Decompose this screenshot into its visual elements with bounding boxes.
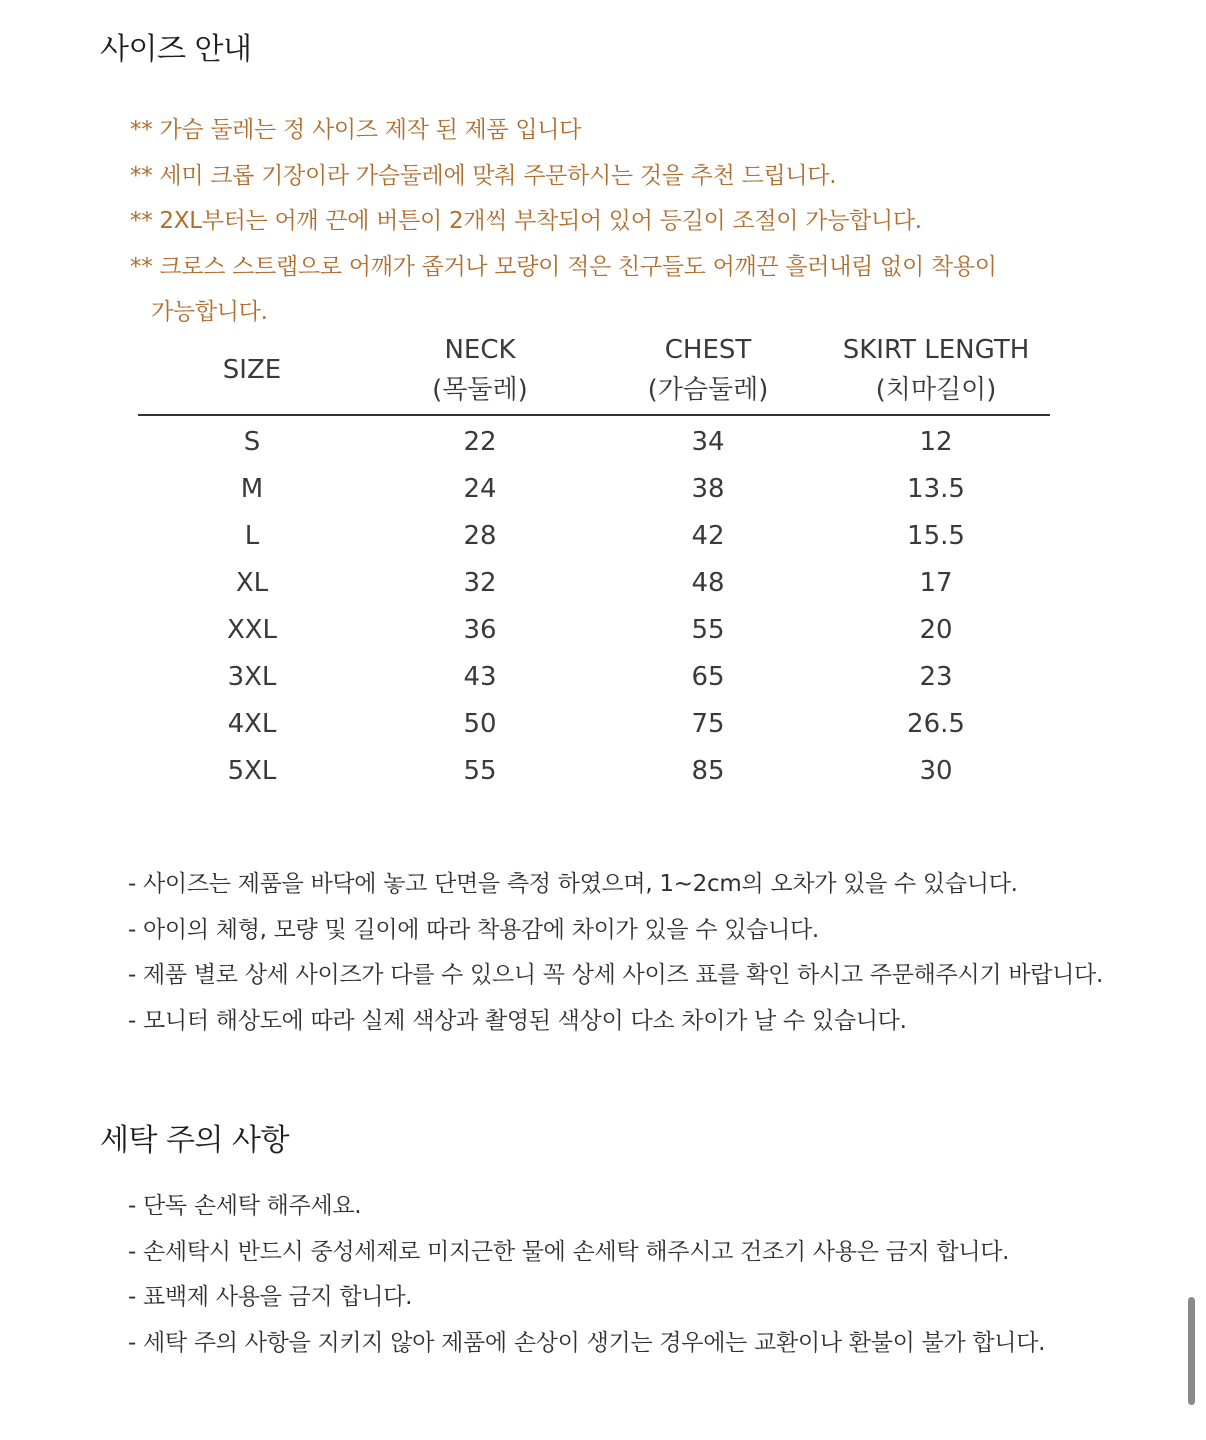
header-neck-sub: (목둘레) — [432, 375, 528, 405]
size-table — [138, 330, 1050, 794]
cell-chest: 75 — [691, 708, 725, 739]
cell-size: 3XL — [227, 661, 277, 692]
header-chest-sub: (가슴둘레) — [647, 375, 769, 405]
cell-size: XL — [235, 567, 269, 598]
size-table-body — [138, 415, 1050, 794]
table-row — [138, 415, 1050, 465]
note-text: ** 가슴 둘레는 정 사이즈 제작 된 제품 입니다 — [130, 117, 582, 143]
header-skirt-sub: (치마길이) — [875, 375, 997, 405]
cell-neck: 22 — [463, 426, 497, 457]
cell-size: XXL — [226, 614, 278, 645]
size-disclaimer-list — [128, 862, 1103, 1044]
list-item: - 모니터 해상도에 따라 실제 색상과 촬영된 색상이 다소 차이가 날 수 있습니다. — [128, 1007, 907, 1034]
note-text: ** 2XL부터는 어깨 끈에 버튼이 2개씩 부착되어 있어 등길이 조절이 가능합니다. — [130, 208, 922, 234]
header-neck-label: NECK — [444, 335, 516, 365]
cell-chest: 55 — [691, 614, 725, 645]
cell-skirt: 15.5 — [907, 520, 965, 551]
care-instructions-list — [128, 1184, 1045, 1366]
note-item — [130, 154, 1050, 200]
cell-neck: 28 — [463, 520, 497, 551]
header-chest-label: CHEST — [664, 335, 752, 365]
cell-size: 4XL — [227, 708, 277, 739]
list-item: - 단독 손세탁 해주세요. — [128, 1193, 362, 1219]
cell-neck: 43 — [463, 661, 497, 692]
header-chest — [594, 330, 822, 415]
list-item: - 표백제 사용을 금지 합니다. — [128, 1284, 413, 1310]
cell-chest: 85 — [691, 755, 725, 786]
note-continuation: 가능합니다. — [151, 299, 268, 325]
cell-neck: 36 — [463, 614, 497, 645]
cell-skirt: 17 — [919, 567, 953, 598]
header-size: SIZE — [138, 330, 366, 415]
cell-size: M — [240, 473, 264, 504]
list-item: - 세탁 주의 사항을 지키지 않아 제품에 손상이 생기는 경우에는 교환이나 환불이 불가 합니다. — [128, 1329, 1046, 1356]
note-text: ** 크로스 스트랩으로 어깨가 좁거나 모량이 적은 친구들도 어깨끈 흘러내림 없이 착용이 — [130, 253, 997, 280]
cell-chest: 42 — [691, 520, 725, 551]
cell-skirt: 13.5 — [907, 473, 965, 504]
table-row — [138, 747, 1050, 794]
size-guide-title: 사이즈 안내 — [100, 32, 252, 67]
cell-skirt: 30 — [919, 755, 953, 786]
cell-chest: 48 — [691, 567, 725, 598]
size-table-header-row — [138, 330, 1050, 415]
table-row — [138, 465, 1050, 512]
table-row — [138, 559, 1050, 606]
header-skirt-label: SKIRT LENGTH — [842, 335, 1030, 365]
list-item: - 사이즈는 제품을 바닥에 놓고 단면을 측정 하였으며, 1~2cm의 오차가 있을 수 있습니다. — [128, 871, 1018, 897]
note-text: ** 세미 크롭 기장이라 가슴둘레에 맞춰 주문하시는 것을 추천 드립니다. — [130, 162, 837, 189]
cell-skirt: 23 — [919, 661, 953, 692]
cell-neck: 32 — [463, 567, 497, 598]
cell-skirt: 20 — [919, 614, 953, 645]
header-skirt-length — [822, 330, 1050, 415]
cell-skirt: 26.5 — [907, 708, 965, 739]
cell-size: 5XL — [227, 755, 277, 786]
cell-neck: 55 — [463, 755, 497, 786]
list-item: - 제품 별로 상세 사이즈가 다를 수 있으니 꼭 상세 사이즈 표를 확인 하시고 주문해주시기 바랍니다. — [128, 962, 1103, 988]
cell-skirt: 12 — [919, 426, 953, 457]
size-notes — [130, 108, 1050, 336]
cell-size: L — [244, 520, 260, 551]
table-row — [138, 653, 1050, 700]
note-item — [130, 108, 1050, 154]
cell-neck: 24 — [463, 473, 497, 504]
table-row — [138, 606, 1050, 653]
scrollbar-thumb[interactable] — [1188, 1297, 1195, 1405]
note-item — [130, 245, 1050, 336]
cell-chest: 65 — [691, 661, 725, 692]
care-title: 세탁 주의 사항 — [100, 1123, 289, 1158]
table-row — [138, 512, 1050, 559]
cell-chest: 38 — [691, 473, 725, 504]
header-neck — [366, 330, 594, 415]
note-item — [130, 199, 1050, 245]
table-row — [138, 700, 1050, 747]
cell-neck: 50 — [463, 708, 497, 739]
cell-chest: 34 — [691, 426, 725, 457]
list-item: - 아이의 체형, 모량 및 길이에 따라 착용감에 차이가 있을 수 있습니다. — [128, 916, 819, 943]
list-item: - 손세탁시 반드시 중성세제로 미지근한 물에 손세탁 해주시고 건조기 사용은 금지 합니다. — [128, 1238, 1010, 1265]
cell-size: S — [243, 426, 261, 457]
